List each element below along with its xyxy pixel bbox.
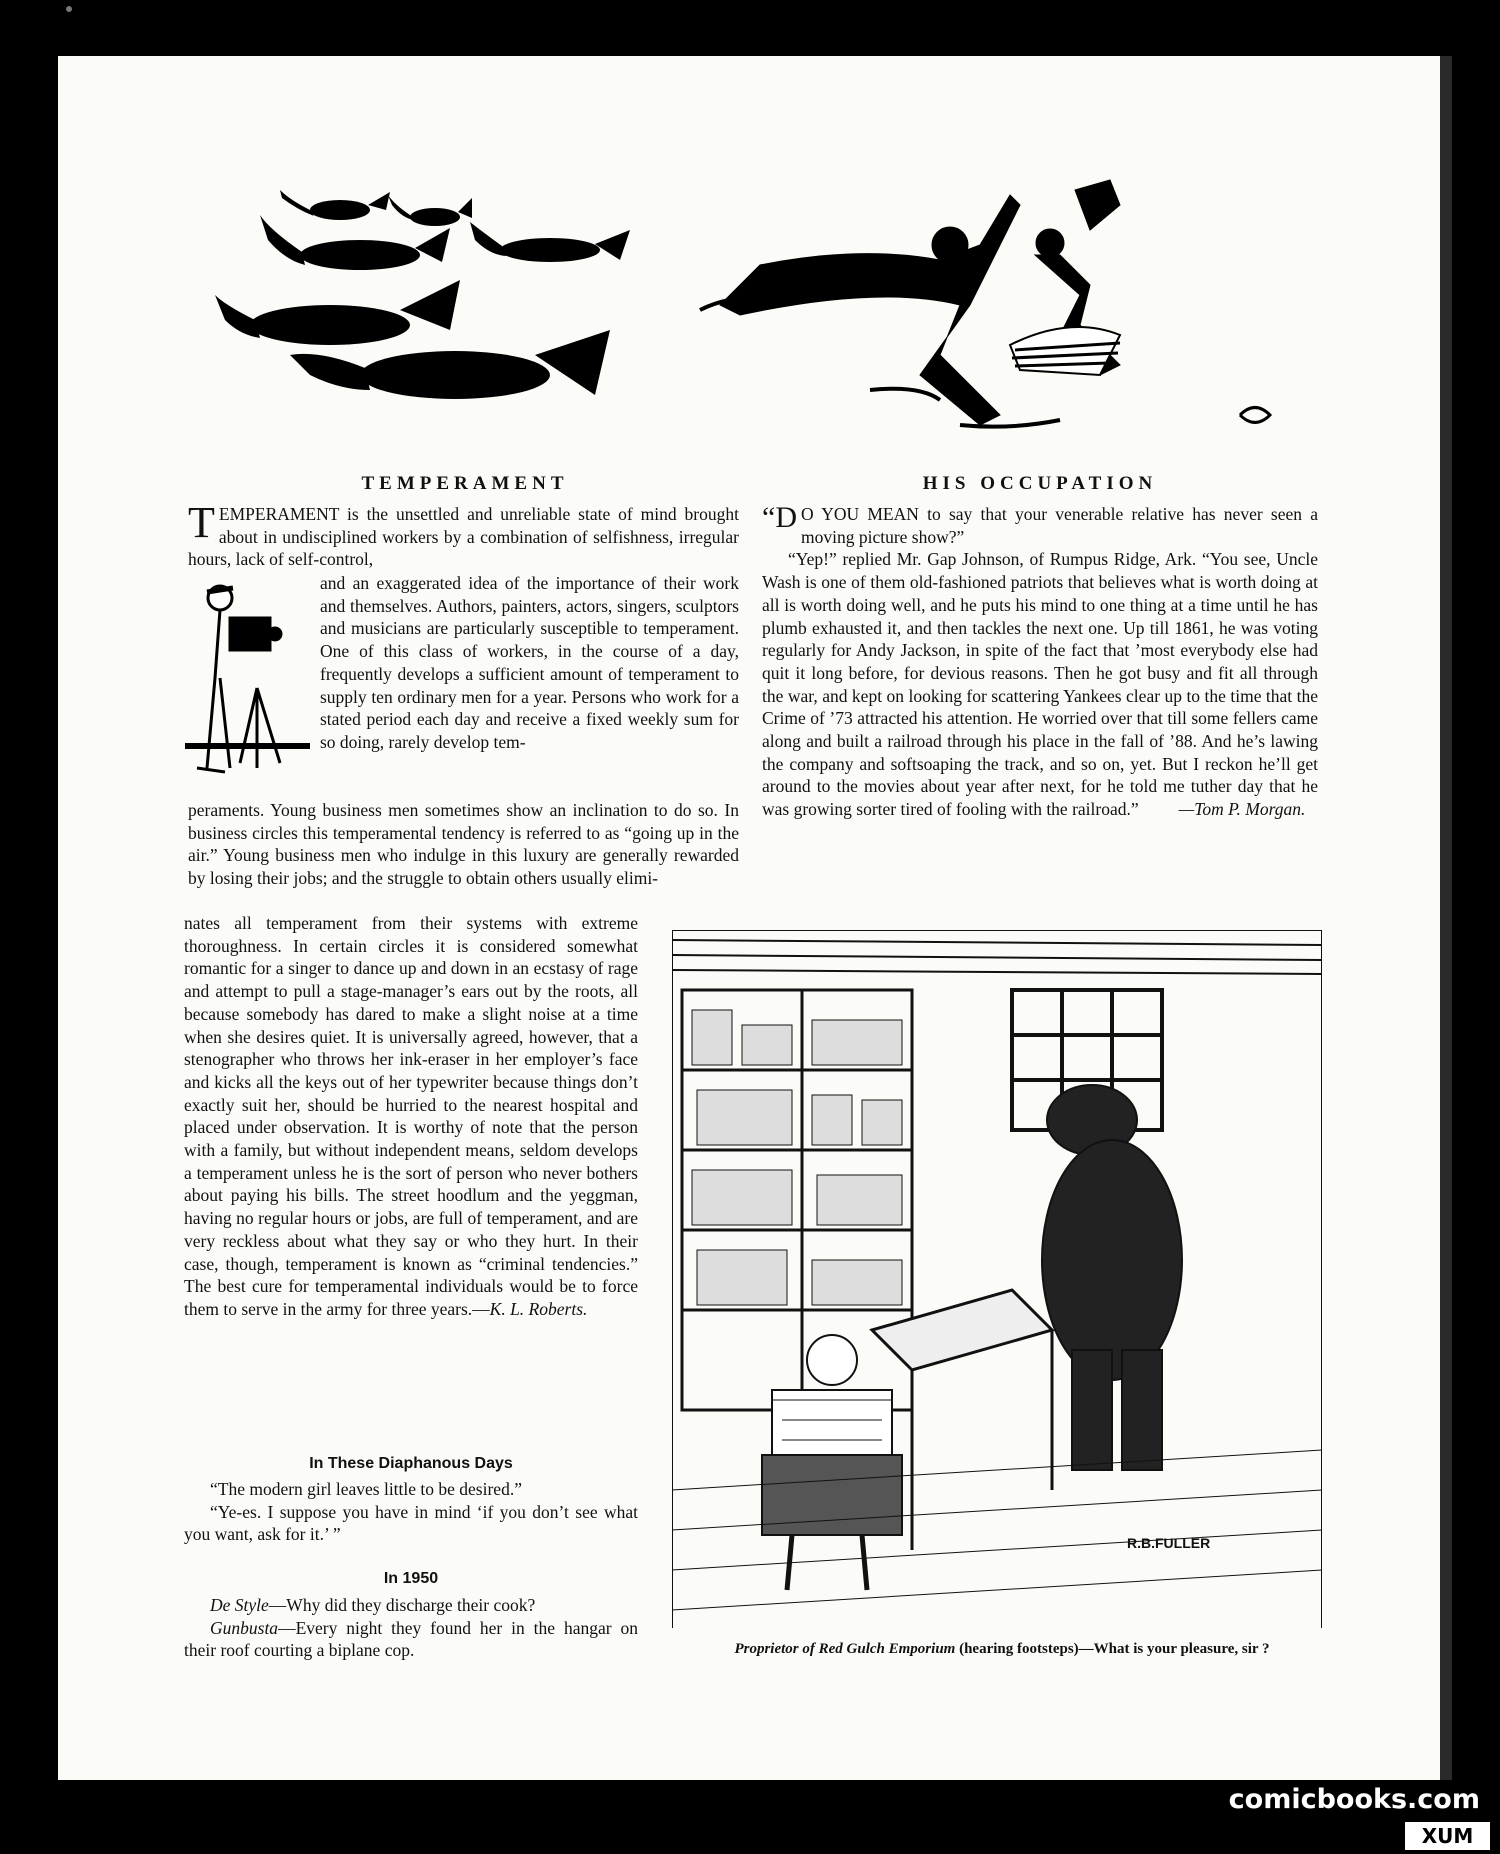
- xum-stamp: XUM: [1405, 1822, 1490, 1850]
- occupation-para2: “Yep!” replied Mr. Gap Johnson, of Rumpus Ridge, Ark. “You see, Uncle Wash is one of them old-fashioned patriots that believes what is worth doing at all is worth doing well, and he puts his mind to one thing at a time until he has plumb exhausted it, and then tackles the next one. Up till 1861, he was voting regularly for Andy Jackson, in spite of the fact that ’most everybody else had quit it long before, for devious reasons. Then he got busy and fit all through the war, and kept on looking for scattering Yankees clear up to the time that the Crime of ’73 attracted his attention. He worried over that till some fellers came along and built a railroad through his place in the fall of ’88. And he’s lawing the company and softsoaping the track, and so on, yet. But I reckon he’ll get around to the movies about year after next, for he told me tuther day that he was growing sorter tired of fooling with the railroad.”: [762, 549, 1318, 820]
- store-cartoon: [672, 930, 1322, 1628]
- intro-text: EMPERAMENT is the unsettled and unreliable state of mind brought about in undisciplined workers by a combination of selfishness, irregular hours, lack of self-control,: [188, 504, 739, 570]
- in1950-title: In 1950: [383, 1570, 439, 1587]
- cartoon-caption: [672, 1641, 1332, 1658]
- foxes-illustration: [210, 180, 670, 460]
- temperament-byline: K. L. Roberts.: [489, 1298, 588, 1319]
- his-occupation-heading: HIS OCCUPATION: [922, 473, 1158, 494]
- in1950-line1: —Why did they discharge their cook?: [268, 1595, 536, 1615]
- cameraman-illustration: [185, 578, 315, 788]
- cartoon-signature: R.B.FULLER: [1127, 1535, 1211, 1551]
- page-edge: [1440, 56, 1452, 1780]
- fox-small-2: [388, 195, 472, 226]
- temperament-column-text: nates all temperament from their systems with extreme thoroughness. In certain circles it is considered somewhat romantic for a singer to dance up and down in an ecstasy of rage and attempt to pull a stage-manager’s ears out by the roots, all because somebody has dared to make a slight noise at a time when she desires quiet. It is universally agreed, however, that a stenographer who throws her ink-eraser in her employer’s face and kicks all the keys out of her typewriter because things don’t exactly suit her, should be hurried to the nearest hospital and placed under observation. It is worthy of note that the person with a family, but without independent means, seldom develops a temperament unless he is the sort of person who never bothers about paying his bills. The street hoodlum and the yeggman, having no regular hours or jobs, are full of temperament, and are very reckless about what they say or who they hurt. In their case, though, temperament is known as “criminal tendencies.” The best cure for temperamental individuals would be to force them to serve in the army for three years.—: [184, 913, 638, 1319]
- artist-monogram: [1240, 408, 1270, 423]
- skaters-illustration: [680, 175, 1300, 465]
- fox-small-1: [280, 190, 390, 220]
- skate-blade-mid: [870, 389, 940, 400]
- partner-dress: [1010, 327, 1120, 375]
- partner-head: [1036, 229, 1064, 257]
- diaphanous-text: [184, 1478, 638, 1546]
- skater-body: [720, 195, 1020, 425]
- caption-rest: (hearing footsteps)—What is your pleasure, sir ?: [955, 1641, 1270, 1657]
- site-watermark: comicbooks.com: [1228, 1784, 1480, 1815]
- in1950-line2: —Every night they found her in the hangar on their roof courting a biplane cop.: [184, 1617, 638, 1661]
- temperament-heading: TEMPERAMENT: [361, 473, 569, 494]
- dropcap-t: T: [188, 498, 215, 547]
- partner-arm: [1075, 180, 1120, 230]
- temperament-column: [184, 912, 638, 1321]
- fox-mid-2: [470, 222, 630, 262]
- corner-mark: [66, 6, 72, 12]
- occupation-para1: O YOU MEAN to say that your venerable relative has never seen a moving picture show?”: [800, 504, 1318, 547]
- fox-large-1: [215, 280, 460, 345]
- dropcap-d: “D: [762, 501, 797, 534]
- diaphanous-line2: “Ye-es. I suppose you have in mind ‘if you don’t see what you want, ask for it.’ ”: [184, 1501, 638, 1545]
- in1950-text: [184, 1594, 638, 1662]
- diaphanous-line1: “The modern girl leaves little to be desired.”: [210, 1479, 522, 1499]
- temperament-full: peraments. Young business men sometimes show an inclination to do so. In business circles this temperamental tendency is referred to as “going up in the air.” Young business men who indulge in this luxury are generally rewarded by losing their jobs; and the struggle to obtain others usually elimi-: [188, 800, 739, 889]
- in1950-speaker2: Gunbusta: [210, 1617, 279, 1638]
- his-occupation-text: [762, 503, 1318, 821]
- caption-italic: Proprietor of Red Gulch Emporium: [734, 1641, 956, 1657]
- temperament-intro: [188, 498, 739, 571]
- in1950-speaker1: De Style: [210, 1595, 269, 1615]
- temperament-wrap: and an exaggerated idea of the importance of their work and themselves. Authors, painters, actors, singers, sculptors and musicians are particularly susceptible to temperament. One of this class of workers, in the course of a day, frequently develops a sufficient amount of temperament to supply ten ordinary men for a year. Persons who work for a stated period each day and receive a fixed weekly sum for so doing, rarely develop tem-: [320, 573, 739, 752]
- diaphanous-title: In These Diaphanous Days: [309, 1455, 513, 1472]
- occupation-byline: —Tom P. Morgan.: [1178, 799, 1306, 820]
